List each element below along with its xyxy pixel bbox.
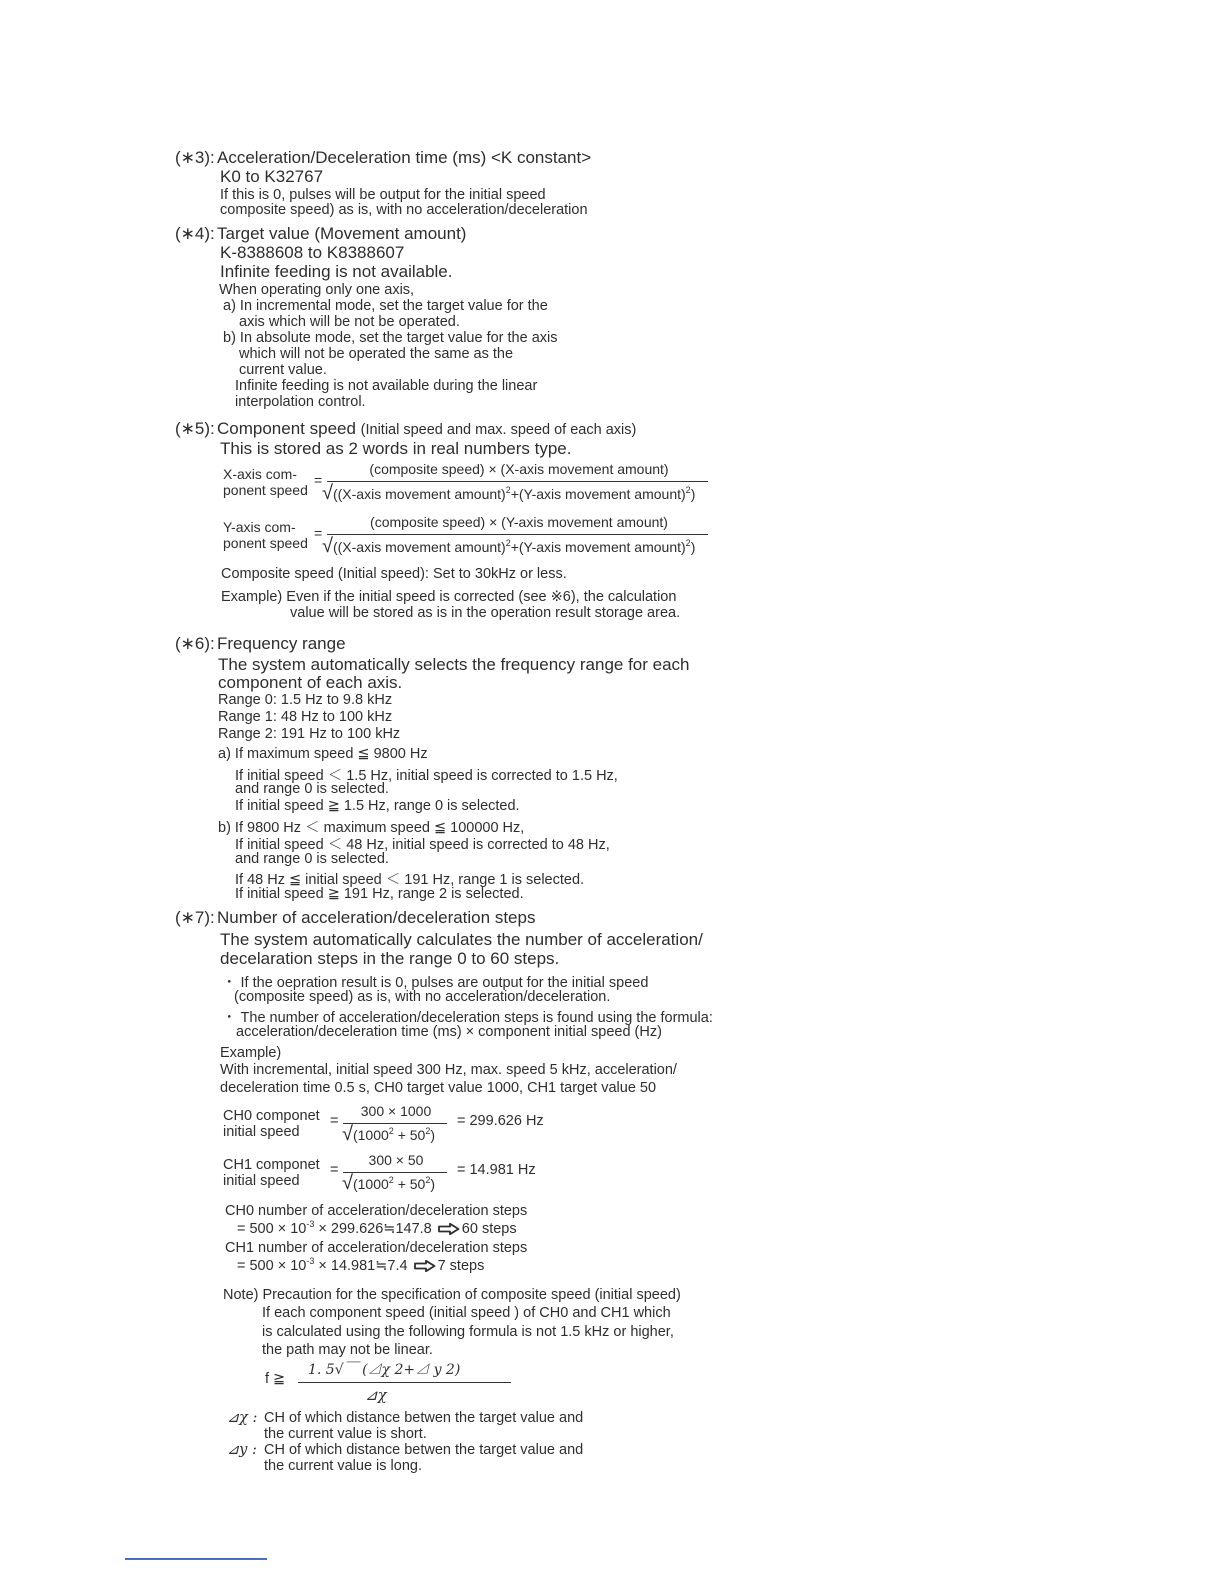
note-7-title: Number of acceleration/deceleration steps [217,908,536,927]
sqrt-icon: √ [342,1123,353,1145]
x-formula-numerator: (composite speed) × (X-axis movement amount) [369,461,669,477]
note-6-a3: If initial speed ≧ 1.5 Hz, range 0 is selected. [235,798,520,814]
ch0-equals: = [330,1113,339,1129]
range-0: Range 0: 1.5 Hz to 9.8 kHz [218,692,393,708]
y-formula-denominator: √((X-axis movement amount)$^2$+(Y-axis movement amount)$^2$) [322,535,696,557]
x-formula-denominator: √((X-axis movement amount)$^2$+(Y-axis movement amount)$^2$) [322,482,696,504]
sqrt-icon: √ [322,482,333,504]
delta-y-line-2: the current value is long. [264,1458,422,1474]
x-formula-lhs-1: X-axis com- [223,466,297,482]
ch0-steps-title: CH0 number of acceleration/deceleration steps [225,1203,528,1219]
delta-x-line-2: the current value is short. [264,1426,427,1442]
note-4-a1: a) In incremental mode, set the target value for the [223,298,548,314]
note-4-title: Target value (Movement amount) [217,224,467,243]
delta-y-line-1: CH of which distance betwen the target value and [264,1442,584,1458]
ch0-steps-calc: = $500 \times 10^{-3}$ × 299.626≒147.8 60 steps [237,1219,517,1237]
note-3-line-2: composite speed) as is, with no acceleration/deceleration [220,202,588,218]
ch1-denominator: $√(1000^2 + 50^2)$ [342,1172,436,1194]
footnote-divider [125,1558,267,1560]
note-7-bullet-1a: ・ If the oepration result is 0, pulses are output for the initial speed [222,975,649,991]
note-6-a1: If initial speed ＜ 1.5 Hz, initial speed is corrected to 1.5 Hz, [235,768,618,784]
note-4-when: When operating only one axis, [219,282,415,298]
ch1-numerator: 300 × 50 [368,1152,424,1168]
note-5-title-paren: (Initial speed and max. speed of each axis) [360,422,637,438]
note-5-marker: (∗5): [175,419,215,438]
range-2: Range 2: 191 Hz to 100 kHz [218,726,401,742]
note-5-composite: Composite speed (Initial speed): Set to 30kHz or less. [221,566,567,582]
note-4-a2: axis which will be not be operated. [239,314,460,330]
note-4-range: K-8388608 to K8388607 [220,243,405,262]
sqrt-icon: √ [322,535,333,557]
range-1: Range 1: 48 Hz to 100 kHz [218,709,393,725]
note-5-title-main: Component speed [217,419,361,438]
ch0-denominator: $√(1000^2 + 50^2)$ [342,1123,436,1145]
note-7-desc-2: decelaration steps in the range 0 to 60 steps. [220,949,560,968]
note-7-example-1: With incremental, initial speed 300 Hz, max. speed 5 kHz, acceleration/ [220,1062,677,1078]
note-6-case-a: a) If maximum speed ≦ 9800 Hz [218,746,428,762]
note-6-b3: If 48 Hz ≦ initial speed ＜ 191 Hz, range 1 is selected. [235,872,585,888]
x-formula-lhs-2: ponent speed [223,482,308,498]
ch0-lhs-2: initial speed [223,1124,300,1140]
note-7-marker: (∗7): [175,908,215,927]
delta-x-line-1: CH of which distance betwen the target value and [264,1410,584,1426]
y-formula-lhs-1: Y-axis com- [223,519,296,535]
note-3-title: Acceleration/Deceleration time (ms) <K constant> [217,148,592,167]
note-4-b2: which will not be operated the same as the [239,346,514,362]
sqrt-icon: √ [342,1172,353,1194]
f-formula-fraction-bar [298,1382,511,1383]
note-line-1: Note) Precaution for the specification of composite speed (initial speed) [223,1287,681,1303]
note-6-b2: and range 0 is selected. [235,851,389,867]
note-5-example-2: value will be stored as is in the operation result storage area. [290,605,681,621]
y-formula-numerator: (composite speed) × (Y-axis movement amount) [370,514,668,530]
note-3-marker: (∗3): [175,148,215,167]
ch0-numerator: 300 × 1000 [360,1103,432,1119]
note-5-title [217,419,636,439]
note-7-example-label: Example) [220,1045,282,1061]
note-3-line-1: If this is 0, pulses will be output for the initial speed [220,187,546,203]
f-formula-denominator: ⊿χ [365,1386,387,1404]
note-6-a2: and range 0 is selected. [235,781,389,797]
note-4-c2: interpolation control. [235,394,366,410]
y-formula-equals: = [314,525,323,541]
note-4-marker: (∗4): [175,224,215,243]
ch1-steps-calc: = $500 \times 10^{-3}$ × 14.981≒7.4 7 steps [237,1256,485,1274]
note-7-desc-1: The system automatically calculates the number of acceleration/ [220,930,703,949]
note-line-4: the path may not be linear. [262,1342,433,1358]
f-formula-lhs: f ≧ [265,1371,286,1387]
ch1-lhs-1: CH1 componet [223,1157,320,1173]
note-4-c1: Infinite feeding is not available during the linear [235,378,538,394]
f-formula-numerator: 1. 5√￣ (⊿χ 2+⊿ y 2) [308,1362,461,1378]
note-4-b3: current value. [239,362,327,378]
note-6-desc-1: The system automatically selects the frequency range for each [218,655,690,674]
note-4-infinite: Infinite feeding is not available. [220,262,453,281]
note-6-title: Frequency range [217,634,346,653]
note-4-b1: b) In absolute mode, set the target value for the axis [223,330,558,346]
note-5-example-1: Example) Even if the initial speed is corrected (see ※6), the calculation [221,589,677,605]
arrow-right-icon [414,1260,436,1272]
note-7-bullet-2a: ・ The number of acceleration/deceleration steps is found using the formula: [222,1010,713,1026]
arrow-right-icon [438,1223,460,1235]
note-6-desc-2: component of each axis. [218,673,403,692]
ch0-result: = 299.626 Hz [457,1113,544,1129]
note-7-bullet-1b: (composite speed) as is, with no acceleration/deceleration. [234,989,611,1005]
ch1-steps-title: CH1 number of acceleration/deceleration steps [225,1240,528,1256]
note-6-case-b: b) If 9800 Hz ＜ maximum speed ≦ 100000 Hz, [218,820,525,836]
note-3-range: K0 to K32767 [220,167,324,186]
ch0-lhs-1: CH0 componet [223,1108,320,1124]
note-line-3: is calculated using the following formula is not 1.5 kHz or higher, [262,1324,674,1340]
ch1-result: = 14.981 Hz [457,1162,536,1178]
note-6-b4: If initial speed ≧ 191 Hz, range 2 is selected. [235,886,524,902]
delta-y-symbol: ⊿y : [227,1442,257,1458]
note-7-example-2: deceleration time 0.5 s, CH0 target value 1000, CH1 target value 50 [220,1080,657,1096]
ch1-lhs-2: initial speed [223,1173,300,1189]
note-line-2: If each component speed (initial speed ) of CH0 and CH1 which [262,1305,671,1321]
x-formula-equals: = [314,472,323,488]
y-formula-lhs-2: ponent speed [223,535,308,551]
note-6-b1: If initial speed ＜ 48 Hz, initial speed is corrected to 48 Hz, [235,837,610,853]
note-7-bullet-2b: acceleration/deceleration time (ms) × component initial speed (Hz) [236,1024,662,1040]
delta-x-symbol: ⊿χ : [227,1410,258,1426]
note-6-marker: (∗6): [175,634,215,653]
note-5-stored: This is stored as 2 words in real numbers type. [220,439,572,458]
ch1-equals: = [330,1162,339,1178]
